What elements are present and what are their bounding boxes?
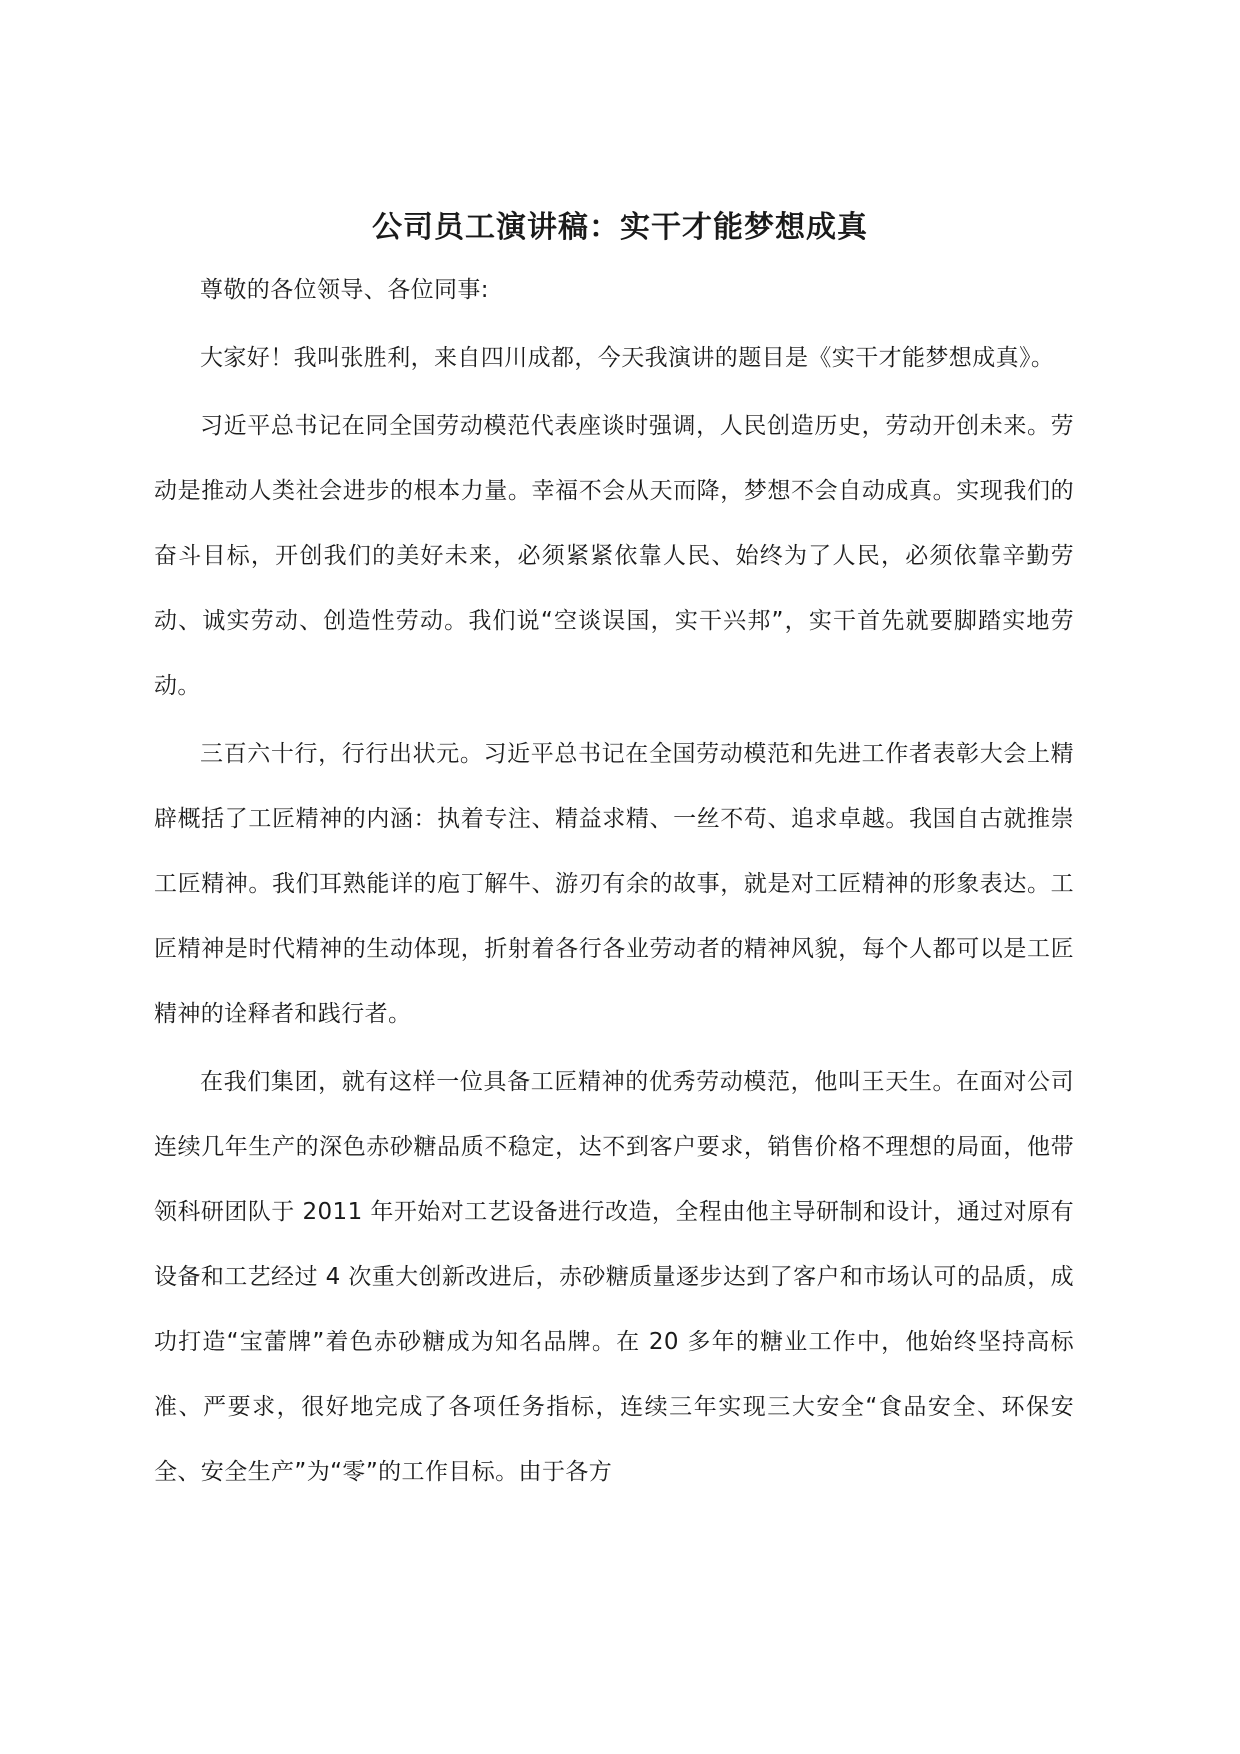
body-paragraph: 三百六十行，行行出状元。习近平总书记在全国劳动模范和先进工作者表彰大会上精辟概括了工匠精神的内涵：执着专注、精益求精、一丝不苟、追求卓越。我国自古就推崇工匠精神。我们耳熟能详的庖丁解牛、游刃有余的故事，就是对工匠精神的形象表达。工匠精神是时代精神的生动体现，折射着各行各业劳动者的精神风貌，每个人都可以是工匠精神的诠释者和践行者。	[154, 741, 1074, 1027]
body-paragraph: 习近平总书记在同全国劳动模范代表座谈时强调，人民创造历史，劳动开创未来。劳动是推动人类社会进步的根本力量。幸福不会从天而降，梦想不会自动成真。实现我们的奋斗目标，开创我们的美好未来，必须紧紧依靠人民、始终为了人民，必须依靠辛勤劳动、诚实劳动、创造性劳动。我们说“空谈误国，实干兴邦”，实干首先就要脚踏实地劳动。	[154, 413, 1074, 699]
body-paragraph: 在我们集团，就有这样一位具备工匠精神的优秀劳动模范，他叫王天生。在面对公司连续几年生产的深色赤砂糖品质不稳定，达不到客户要求，销售价格不理想的局面，他带领科研团队于 2011 年开始对工艺设备进行改造，全程由他主导研制和设计，通过对原有设备和工艺经过 4 次重大创新改进后，赤砂糖质量逐步达到了客户和市场认可的品质，成功打造“宝蕾牌”着色赤砂糖成为知名品牌。在 20 多年的糖业工作中，他始终坚持高标准、严要求，很好地完成了各项任务指标，连续三年实现三大安全“食品安全、环保安全、安全生产”为“零”的工作目标。由于各方	[154, 1069, 1074, 1485]
salutation-paragraph: 尊敬的各位领导、各位同事:	[200, 277, 489, 303]
document-body	[154, 258, 1074, 1505]
document-title: 公司员工演讲稿：实干才能梦想成真	[372, 210, 868, 246]
introduction-paragraph: 大家好！我叫张胜利，来自四川成都，今天我演讲的题目是《实干才能梦想成真》。	[200, 345, 1055, 371]
